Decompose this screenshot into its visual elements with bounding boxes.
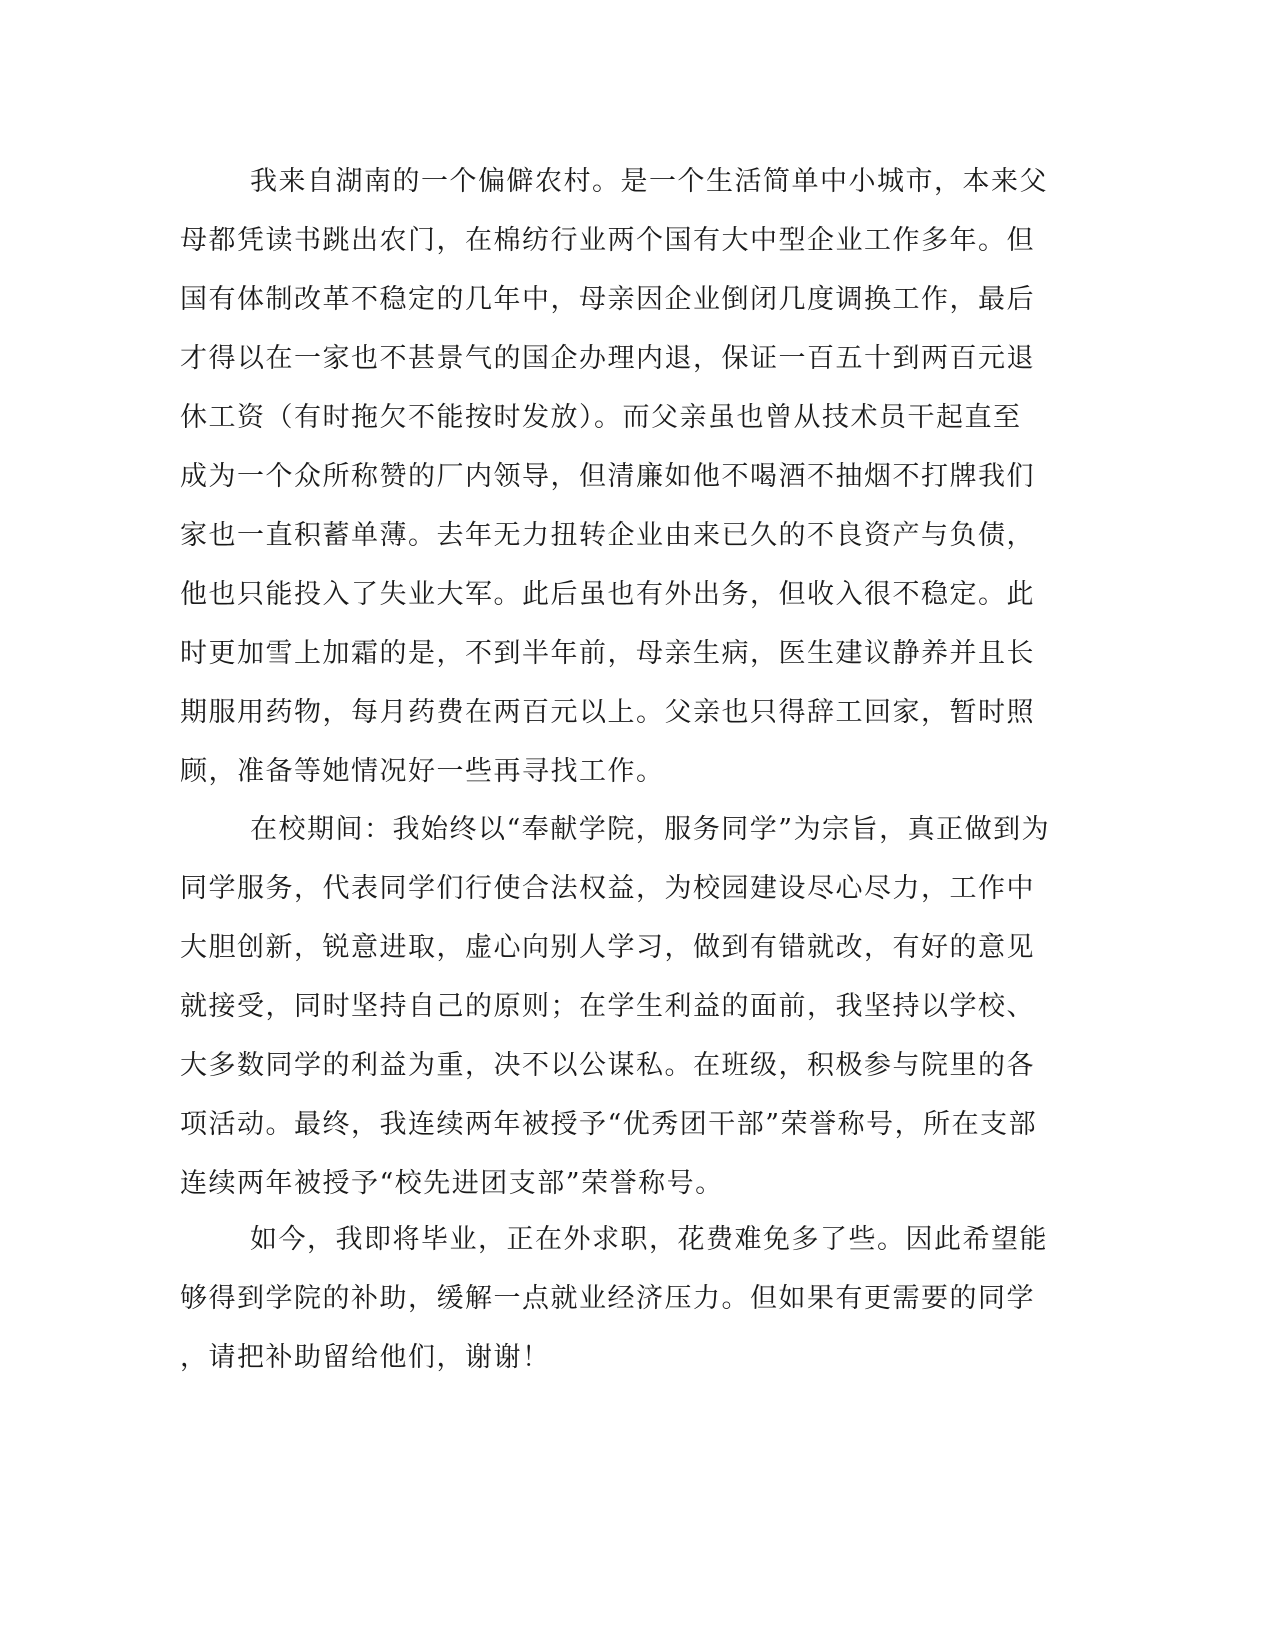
paragraph-line: 他也只能投入了失业大军。此后虽也有外出务，但收入很不稳定。此 (180, 579, 1035, 610)
paragraph-line: 时更加雪上加霜的是，不到半年前，母亲生病，医生建议静养并且长 (180, 638, 1035, 669)
paragraph-line: 休工资（有时拖欠不能按时发放）。而父亲虽也曾从技术员干起直至 (180, 402, 1022, 433)
paragraph-line: 连续两年被授予“校先进团支部”荣誉称号。 (180, 1168, 724, 1199)
paragraph-line: 家也一直积蓄单薄。去年无力扭转企业由来已久的不良资产与负债， (180, 520, 1035, 551)
paragraph-line: 大胆创新，锐意进取，虚心向别人学习，做到有错就改，有好的意见 (180, 932, 1035, 963)
paragraph-line: 如今，我即将毕业，正在外求职，花费难免多了些。因此希望能 (250, 1224, 1048, 1255)
paragraph-line: 我来自湖南的一个偏僻农村。是一个生活简单中小城市，本来父 (250, 166, 1048, 197)
paragraph-line: 顾，准备等她情况好一些再寻找工作。 (180, 756, 665, 787)
paragraph-line: 国有体制改革不稳定的几年中，母亲因企业倒闭几度调换工作，最后 (180, 284, 1035, 315)
paragraph-line: 够得到学院的补助，缓解一点就业经济压力。但如果有更需要的同学 (180, 1283, 1035, 1314)
paragraph-closing-request (180, 1210, 1060, 1387)
paragraph-line: 同学服务，代表同学们行使合法权益，为校园建设尽心尽力，工作中 (180, 873, 1035, 904)
paragraph-line: 就接受，同时坚持自己的原则；在学生利益的面前，我坚持以学校、 (180, 991, 1035, 1022)
paragraph-line: 成为一个众所称赞的厂内领导，但清廉如他不喝酒不抽烟不打牌我们 (180, 461, 1035, 492)
paragraph-line: 项活动。最终，我连续两年被授予“优秀团干部”荣誉称号，所在支部 (180, 1109, 1038, 1140)
paragraph-line: ，请把补助留给他们，谢谢！ (180, 1342, 551, 1373)
paragraph-line: 大多数同学的利益为重，决不以公谋私。在班级，积极参与院里的各 (180, 1050, 1035, 1081)
paragraph-school-activities (180, 800, 1060, 1213)
paragraph-line: 才得以在一家也不甚景气的国企办理内退，保证一百五十到两百元退 (180, 343, 1035, 374)
paragraph-line: 在校期间：我始终以“奉献学院，服务同学”为宗旨，真正做到为 (250, 814, 1051, 845)
paragraph-family-background (180, 152, 1060, 801)
paragraph-line: 母都凭读书跳出农门，在棉纺行业两个国有大中型企业工作多年。但 (180, 225, 1035, 256)
paragraph-line: 期服用药物，每月药费在两百元以上。父亲也只得辞工回家，暂时照 (180, 697, 1035, 728)
